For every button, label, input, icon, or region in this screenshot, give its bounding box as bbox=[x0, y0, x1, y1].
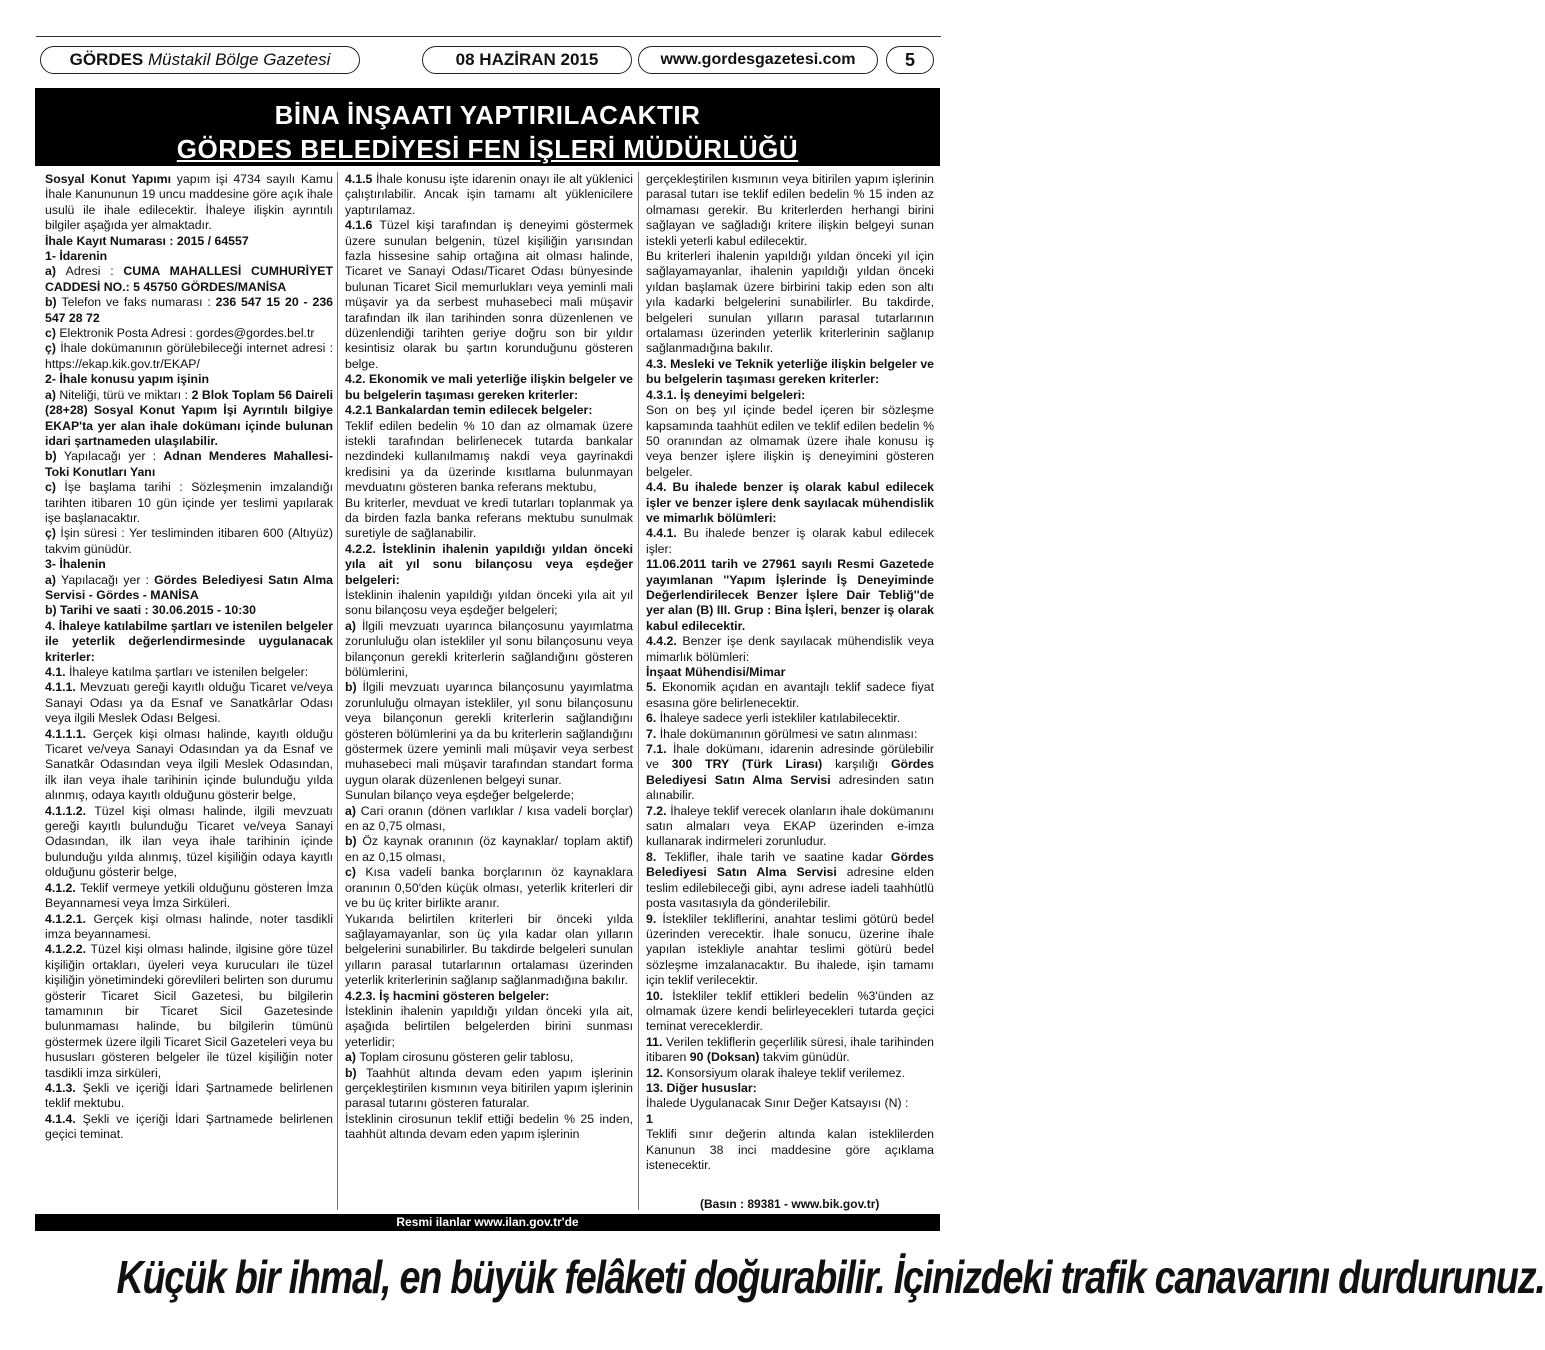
bold-text: 4. İhaleye katılabilme şartları ve istenilen belgeler ile yeterlik değerlendirmesinde uygulanacak kriterler: bbox=[45, 618, 333, 664]
body-text: İhaleye teklif verecek olanların ihale dokümanını satın almaları veya EKAP üzerinden e-imza kullanarak indirmeleri zorunludur. bbox=[646, 803, 934, 849]
bold-text: CUMA MAHALLESİ CUMHURİYET CADDESİ NO.: 5 45750 GÖRDES/MANİSA bbox=[45, 264, 333, 294]
paragraph bbox=[45, 1081, 333, 1112]
bold-text: 4.4.2. bbox=[646, 634, 683, 649]
paragraph bbox=[646, 1081, 934, 1096]
bold-text: 4.1. bbox=[45, 665, 69, 679]
paragraph bbox=[345, 804, 633, 835]
bold-text: 1 bbox=[646, 1111, 653, 1126]
issue-date: 08 HAZİRAN 2015 bbox=[422, 46, 632, 74]
paper-name: GÖRDES bbox=[69, 50, 144, 69]
paragraph bbox=[45, 912, 333, 943]
body-text: Konsorsiyum olarak ihaleye teklif verilemez. bbox=[666, 1065, 906, 1080]
bold-text: 6. bbox=[646, 711, 660, 726]
body-text: İsteklinin cirosunun teklif ettiği bedelin % 25 inden, taahhüt altında devam eden yapım işlerinin bbox=[345, 1111, 633, 1142]
paragraph bbox=[345, 1050, 633, 1065]
bold-text: c) bbox=[45, 326, 60, 341]
paragraph bbox=[646, 172, 934, 249]
bold-text: 5. bbox=[646, 680, 662, 695]
bold-text: 2- İhale konusu yapım işinin bbox=[45, 372, 209, 387]
body-text: Kısa vadeli banka borçlarının öz kaynaklara oranının 0,50'den küçük olması, yeterlik kriterleri dir ve bu üç kriter birlikte aranır. bbox=[345, 865, 633, 911]
paragraph bbox=[45, 1112, 333, 1143]
text-column-3 bbox=[646, 172, 934, 1173]
paragraph bbox=[45, 326, 333, 341]
body-text: İlgili mevzuatı uyarınca bilançosunu yayımlatma zorunluluğu olan istekliler yıl sonu bilançosunu veya bilançonun gerekli kriterlerin sağlandığını gösteren bölümlerini, bbox=[345, 618, 633, 679]
bold-text: a) bbox=[45, 387, 60, 402]
body-text: gerçekleştirilen kısmının veya bitirilen yapım işlerinin parasal tutarı ise teklif edilen bedelin % 15 inden az olmaması gerekir. Bu kriterlerden herhangi birini sağlayan ve sağladığı kritere ilişkin belgeyi sunan istekli yeterli kabul edilecektir. bbox=[646, 172, 934, 248]
body-text: İstekliler teklif ettikleri bedelin %3'ünden az olmamak üzere kendi belirleyecekleri tutarda geçici teminat vereceklerdir. bbox=[646, 988, 934, 1034]
paragraph bbox=[45, 372, 333, 387]
paper-subtitle: Müstakil Bölge Gazetesi bbox=[148, 50, 331, 69]
paragraph bbox=[45, 295, 333, 326]
paragraph bbox=[646, 1066, 934, 1081]
paragraph bbox=[646, 804, 934, 850]
text-column-1 bbox=[45, 172, 333, 1143]
body-text: İhaleye katılma şartları ve istenilen belgeler: bbox=[68, 665, 309, 679]
body-text: İhaleye sadece yerli istekliler katılabilecektir. bbox=[659, 711, 901, 726]
bold-text: 7. bbox=[646, 726, 660, 741]
bold-text: 4.1.6 bbox=[345, 218, 380, 233]
column-divider bbox=[337, 172, 338, 1210]
bold-text: b) bbox=[345, 680, 363, 695]
body-text: Cari oranın (dönen varlıklar / kısa vadeli borçlar) en az 0,75 olması, bbox=[345, 803, 633, 834]
body-text: Ekonomik açıdan en avantajlı teklif sadece fiyat esasına göre belirlenecektir. bbox=[646, 680, 934, 710]
website-link[interactable]: www.gordesgazetesi.com bbox=[638, 46, 878, 74]
paragraph bbox=[45, 449, 333, 480]
body-text: karşılığı bbox=[822, 757, 891, 772]
bold-text: 236 547 15 20 - 236 547 28 72 bbox=[45, 295, 333, 325]
body-text: İsteklinin ihalenin yapıldığı yıldan önceki yıla ait yıl sonu bilançosu veya eşdeğer belgeleri; bbox=[345, 587, 633, 618]
paragraph bbox=[45, 573, 333, 604]
body-text: Son on beş yıl içinde bedel içeren bir sözleşme kapsamında taahhüt edilen ve teklif edilen bedelin % 50 oranından az olmamak üzere ihale konusu iş veya benzer işlere ilişkin iş deneyimini gösteren belgeler. bbox=[646, 403, 934, 479]
body-text: Sunulan bilanço veya eşdeğer belgelerde; bbox=[345, 788, 575, 803]
bold-text: Adnan Menderes Mahallesi-Toki Konutları Yanı bbox=[45, 449, 333, 479]
bold-text: 4.1.1.2. bbox=[45, 803, 95, 818]
paragraph bbox=[45, 557, 333, 572]
paragraph bbox=[646, 526, 934, 557]
page-number: 5 bbox=[886, 46, 934, 74]
bold-text: b) bbox=[345, 1065, 366, 1080]
paragraph bbox=[45, 665, 333, 680]
body-text: İhale dokümanının görülmesi ve satın alınması: bbox=[659, 726, 918, 741]
paragraph bbox=[45, 172, 333, 234]
bold-text: 4.4. Bu ihalede benzer iş olarak kabul edilecek işler ve benzer işlere denk sayılacak mühendislik ve mimarlık bölümleri: bbox=[646, 480, 934, 525]
body-text: İhale konusu işte idarenin onayı ile alt yüklenici çalıştırılabilir. Ancak işin tamamı alt yüklenicilere yaptırılamaz. bbox=[345, 172, 633, 217]
announcement-subtitle: GÖRDES BELEDİYESİ FEN İŞLERİ MÜDÜRLÜĞÜ bbox=[176, 134, 799, 164]
paragraph bbox=[345, 1004, 633, 1050]
bold-text: 4.1.4. bbox=[45, 1111, 83, 1126]
body-text: adresine elden teslim edilebileceği gibi, aynı adrese iadeli taahhütlü posta vasıtasıyla da gönderilebilir. bbox=[646, 865, 934, 911]
bold-text: 3- İhalenin bbox=[45, 557, 106, 572]
body-text: Yukarıda belirtilen kriterleri bir önceki yılda sağlayamayanlar, son üç yıla kadar olan yılların belgelerini sunabilirler. Bu takdirde belgeleri sunulan yılların parasal tutarlarının ortalaması üzerinden yeterlik kriterlerinin sağlanıp sağlanmadığına bakılır. bbox=[345, 911, 633, 988]
paragraph bbox=[45, 619, 333, 665]
body-text: Bu kriterleri ihalenin yapıldığı yıldan önceki yıl için sağlayamayanlar, ihalenin yapıldığı yıldan önceki yıldan başlamak üzere birbirini takip eden son altı yıla kadarki belgelerini sunabilirler. Bu takdirde, belgeleri sunulan yılların parasal tutarlarının ortalaması üzerinden yeterlik kriterlerinin sağlanıp sağlanmadığına bakılır. bbox=[646, 249, 934, 356]
paragraph bbox=[45, 264, 333, 295]
paragraph bbox=[646, 1127, 934, 1173]
paragraph bbox=[45, 727, 333, 804]
bold-text: ç) bbox=[45, 526, 61, 541]
paragraph bbox=[45, 680, 333, 726]
bold-text: b) bbox=[45, 449, 64, 464]
bold-text: 4.1.2. bbox=[45, 880, 81, 895]
body-text: Teklifler, ihale tarih ve saatine kadar bbox=[664, 849, 891, 864]
bold-text: 4.1.2.1. bbox=[45, 911, 94, 926]
bold-text: 4.1.1. bbox=[45, 680, 80, 695]
paragraph bbox=[45, 603, 333, 618]
paragraph bbox=[345, 542, 633, 588]
bold-text: a) bbox=[345, 618, 362, 633]
paragraph bbox=[45, 388, 333, 450]
paragraph bbox=[345, 172, 633, 218]
paragraph bbox=[345, 403, 633, 418]
paragraph bbox=[646, 357, 934, 388]
paragraph bbox=[345, 588, 633, 619]
bold-text: Sosyal Konut Yapımı bbox=[45, 172, 172, 186]
body-text: İlgili mevzuatı uyarınca bilançosunu yayımlatma zorunluluğu olmayan istekliler, yıl sonu bilançosunu veya bilançonun gerekli kriterlerin sağlandığını gösteren bölümlerini ya da bu kriterlerin sağlandığını göstermek üzere yeminli mali müşavir veya serbest muhasebeci mali müşavir tarafından standart forma uygun olarak düzenlenen belgeyi sunar. bbox=[345, 680, 633, 787]
body-text: Teklif edilen bedelin % 10 dan az olmamak üzere istekli tarafından belirlenecek tutarda bankalar nezdindeki kullanılmamış nakdi veya gayrinakdi kredisini ya da üzerinde kısıtlama bulunmayan mevduatını gösteren banka referans mektubu, bbox=[345, 418, 633, 495]
bold-text: c) bbox=[45, 480, 65, 495]
body-text: yapım işi 4734 sayılı Kamu İhale Kanununun 19 uncu maddesine göre açık ihale usulü ile ihale edilecektir. İhaleye ilişkin ayrıntılı bilgiler aşağıda yer almaktadır. bbox=[45, 172, 333, 233]
traffic-slogan: Küçük bir ihmal, en büyük felâketi doğurabilir. İçinizdeki trafik canavarını durdurunuz. bbox=[116, 1251, 1545, 1303]
paragraph bbox=[345, 619, 633, 681]
text-column-2 bbox=[345, 172, 633, 1143]
paragraph bbox=[345, 912, 633, 989]
bold-text: 4.2.3. İş hacmini gösteren belgeler: bbox=[345, 988, 550, 1003]
paragraph bbox=[45, 249, 333, 264]
body-text: İsteklinin ihalenin yapıldığı yıldan önceki yıla ait, aşağıda belirtilen belgelerden birini sunması yeterlidir; bbox=[345, 1003, 633, 1049]
body-text: İstekliler tekliflerini, anahtar teslimi götürü bedel üzerinden verecektir. İhale sonucu, üzerine ihale yapılan istekliyle anahtar teslimi götürü bedel sözleşme imzalanacaktır. Bu ihalede, işin tamamı için teklif verilecektir. bbox=[646, 911, 934, 988]
paragraph bbox=[646, 727, 934, 742]
body-text: Toplam cirosunu gösteren gelir tablosu, bbox=[359, 1050, 574, 1065]
body-text: Şekli ve içeriği İdari Şartnamede belirlenen teklif mektubu. bbox=[45, 1080, 333, 1111]
body-text: Teklif vermeye yetkili olduğunu gösteren İmza Beyannamesi veya İmza Sirküleri. bbox=[45, 880, 333, 911]
body-text: Taahhüt altında devam eden yapım işlerinin gerçekleştirilen kısmının veya bitirilen yapım işlerinin parasal tutarını gösteren faturalar. bbox=[345, 1065, 633, 1111]
bold-text: b) Tarihi ve saati : 30.06.2015 - 10:30 bbox=[45, 603, 256, 618]
bold-text: 4.3.1. İş deneyimi belgeleri: bbox=[646, 387, 806, 402]
bold-text: Gördes Belediyesi Satın Alma Servisi bbox=[646, 757, 934, 787]
body-text: Mevzuatı gereği kayıtlı olduğu Ticaret ve/veya Sanayi Odası ya da Esnaf ve Sanatkârlar Odası veya ilgili Meslek Odası Belgesi. bbox=[45, 680, 333, 726]
body-text: Teklifi sınır değerin altında kalan isteklilerden Kanunun 38 inci maddesine göre açıklama istenecektir. bbox=[646, 1127, 934, 1172]
paragraph bbox=[646, 1112, 934, 1127]
bold-text: 4.2.1 Bankalardan temin edilecek belgeler: bbox=[345, 403, 593, 418]
bold-text: 9. bbox=[646, 911, 663, 926]
paragraph bbox=[45, 526, 333, 557]
body-text: İhale dokümanının görülebileceği internet adresi : https://ekap.kik.gov.tr/EKAP/ bbox=[45, 341, 333, 371]
paragraph bbox=[646, 1096, 934, 1111]
press-note: (Basın : 89381 - www.bik.gov.tr) bbox=[700, 1197, 880, 1211]
bold-text: Gördes Belediyesi Satın Alma Servisi bbox=[646, 849, 934, 880]
body-text: Niteliği, türü ve miktarı : bbox=[59, 387, 192, 402]
body-text: Adresi : bbox=[65, 264, 124, 279]
paragraph bbox=[646, 403, 934, 480]
paragraph bbox=[345, 419, 633, 496]
paragraph bbox=[345, 218, 633, 372]
bold-text: 7.2. bbox=[646, 803, 671, 818]
paragraph bbox=[345, 834, 633, 865]
paragraph bbox=[345, 1112, 633, 1143]
bold-text: 7.1. bbox=[646, 742, 673, 757]
bold-text: 4.1.3. bbox=[45, 1080, 83, 1095]
bold-text: ç) bbox=[45, 341, 61, 356]
bold-text: Gördes Belediyesi Satın Alma Servisi - Gördes - MANİSA bbox=[45, 572, 333, 602]
footer-bar: Resmi ilanlar www.ilan.gov.tr'de bbox=[35, 1214, 940, 1231]
body-text: Yapılacağı yer : bbox=[63, 449, 164, 464]
bold-text: 11.06.2011 tarih ve 27961 sayılı Resmi Gazetede yayımlanan ''Yapım İşlerinde İş Deneyiminde Değerlendirilecek Benzer İşlere Dair Tebliğ''de yer alan (B) III. Grup : Bina İşleri, benzer iş olarak kabul edilecektir. bbox=[646, 557, 934, 633]
paragraph bbox=[45, 804, 333, 881]
paragraph bbox=[646, 249, 934, 357]
bold-text: 4.1.5 bbox=[345, 172, 376, 186]
bold-text: 2 Blok Toplam 56 Daireli (28+28) Sosyal Konut Yapım İşi Ayrıntılı bilgiye EKAP'ta yer alan ihale dokümanı içinde bulunan idari şartnameden ulaşılabilir. bbox=[45, 387, 334, 448]
body-text: Bu kriterler, mevduat ve kredi tutarları toplanmak ya da birden fazla banka referans mektubu sunulmak suretiyle de sağlanabilir. bbox=[345, 495, 633, 541]
announcement-banner bbox=[35, 88, 940, 166]
bold-text: a) bbox=[45, 572, 62, 587]
body-text: adresinden satın alınabilir. bbox=[646, 772, 934, 803]
bold-text: 4.2. Ekonomik ve mali yeterliğe ilişkin belgeler ve bu belgelerin taşıması gereken kriterler: bbox=[345, 372, 633, 402]
paragraph bbox=[646, 1035, 934, 1066]
body-text: Verilen tekliflerin geçerlilik süresi, ihale tarihinden itibaren bbox=[646, 1034, 934, 1065]
paragraph bbox=[345, 989, 633, 1004]
bold-text: c) bbox=[345, 865, 366, 880]
bold-text: a) bbox=[45, 264, 66, 279]
bold-text: 300 TRY (Türk Lirası) bbox=[671, 757, 823, 772]
body-text: Bu ihalede benzer iş olarak kabul edilecek işler: bbox=[646, 526, 935, 556]
paragraph bbox=[345, 680, 633, 788]
paragraph bbox=[345, 1066, 633, 1112]
bold-text: 90 (Doksan) bbox=[689, 1050, 760, 1065]
body-text: Tüzel kişi olması halinde, ilgisine göre tüzel kişiliğin ortakları, üyeleri veya kurucuları ile tüzel kişiliğin yönetimindeki görevlileri belirten son durumu gösterir Ticaret Sicil Gazetesi, bu bilgilerin tamamının bir Ticaret Sicil Gazetesinde bulunmaması halinde, bu bilgilerin tümünü göstermek üzere ilgili Ticaret Sicil Gazeteleri veya bu hususları gösteren belgeler ile tüzel kişiliğin noter tasdikli imza sirküleri, bbox=[45, 942, 333, 1080]
paragraph bbox=[646, 742, 934, 804]
bold-text: 13. Diğer hususlar: bbox=[646, 1080, 757, 1095]
paragraph bbox=[646, 989, 934, 1035]
body-text: Öz kaynak oranının (öz kaynaklar/ toplam aktif) en az 0,15 olması, bbox=[345, 834, 633, 864]
body-text: Yapılacağı yer : bbox=[61, 572, 155, 587]
paragraph bbox=[646, 557, 934, 634]
bold-text: a) bbox=[345, 1050, 360, 1065]
bold-text: a) bbox=[345, 803, 361, 818]
body-text: Şekli ve içeriği İdari Şartnamede belirlenen geçici teminat. bbox=[45, 1111, 333, 1142]
paragraph bbox=[646, 850, 934, 912]
paragraph bbox=[345, 372, 633, 403]
body-text: Telefon ve faks numarası : bbox=[61, 295, 216, 310]
paragraph bbox=[345, 788, 633, 803]
paragraph bbox=[45, 234, 333, 249]
body-text: İhalede Uygulanacak Sınır Değer Katsayısı (N) : bbox=[646, 1096, 909, 1111]
paragraph bbox=[45, 942, 333, 1081]
bold-text: 4.1.2.2. bbox=[45, 942, 91, 957]
bold-text: İnşaat Mühendisi/Mimar bbox=[646, 665, 786, 679]
announcement-title: BİNA İNŞAATI YAPTIRILACAKTIR bbox=[274, 100, 701, 130]
bold-text: 12. bbox=[646, 1065, 667, 1080]
bold-text: 4.1.1.1. bbox=[45, 726, 93, 741]
bold-text: 4.2.2. İsteklinin ihalenin yapıldığı yıldan önceki yıla ait yıl sonu bilançosu veya eşdeğer belgeleri: bbox=[345, 541, 633, 587]
bold-text: 4.4.1. bbox=[646, 526, 684, 541]
paragraph bbox=[345, 865, 633, 911]
paragraph bbox=[646, 388, 934, 403]
paragraph bbox=[646, 912, 934, 989]
body-text: İşe başlama tarihi : Sözleşmenin imzalandığı tarihten itibaren 10 gün içinde yer teslimi yapılarak işe başlanacaktır. bbox=[45, 480, 333, 525]
paragraph bbox=[45, 881, 333, 912]
body-text: Gerçek kişi olması halinde, kayıtlı olduğu Ticaret ve/veya Sanayi Odasından ya da Esnaf ve Sanatkâr Odasından veya ilgili Meslek Odasından, ilk ilan veya ihale tarihinin içinde bulunduğu yılda alınmış, odaya kayıtlı olduğunu gösterir belge, bbox=[45, 726, 333, 803]
bold-text: 8. bbox=[646, 849, 665, 864]
body-text: Tüzel kişi tarafından iş deneyimi göstermek üzere sunulan belgenin, tüzel kişiliğin yarısından fazla hissesine sahip ortağına ait olması halinde, Ticaret ve Sanayi Odası/Ticaret Odası bünyesinde bulunan Ticaret Sicil memurlukları veya yeminli mali müşavir ya da serbest muhasebeci mali müşavir tarafından ilk ilan tarihinden sonra düzenlenen ve düzenlendiği tarihten geriye doğru son bir yıldır kesintisiz olarak bu şartın korunduğunu gösteren belge. bbox=[345, 218, 633, 371]
body-text: Gerçek kişi olması halinde, noter tasdikli imza beyannamesi. bbox=[45, 911, 333, 941]
body-text: Tüzel kişi olması halinde, ilgili mevzuatı gereği kayıtlı bulunduğu Ticaret ve/veya Sanayi Odasından, ilk ilan veya ihale tarihinin içinde bulunduğu yılda alınmış, tüzel kişiliğin odaya kayıtlı olduğunu gösterir belge, bbox=[45, 803, 333, 880]
body-text: İşin süresi : Yer tesliminden itibaren 600 (Altıyüz) takvim günüdür. bbox=[45, 526, 333, 556]
paragraph bbox=[646, 634, 934, 665]
body-text: takvim günüdür. bbox=[759, 1050, 850, 1065]
body-text: İhale dokümanı, idarenin adresinde görülebilir ve bbox=[646, 742, 934, 772]
bold-text: 10. bbox=[646, 988, 673, 1003]
column-divider bbox=[638, 172, 639, 1210]
paragraph bbox=[345, 496, 633, 542]
paragraph bbox=[646, 665, 934, 680]
body-text: Elektronik Posta Adresi : gordes@gordes.bel.tr bbox=[59, 326, 315, 341]
paragraph bbox=[646, 711, 934, 726]
bold-text: 11. bbox=[646, 1034, 666, 1049]
paragraph bbox=[646, 480, 934, 526]
bold-text: b) bbox=[45, 295, 62, 310]
body-text: Benzer işe denk sayılacak mühendislik veya mimarlık bölümleri: bbox=[646, 634, 934, 664]
paper-name-pill bbox=[40, 46, 360, 74]
paragraph bbox=[45, 341, 333, 372]
bold-text: 1- İdarenin bbox=[45, 249, 108, 264]
bold-text: b) bbox=[345, 834, 363, 849]
bold-text: 4.3. Mesleki ve Teknik yeterliğe ilişkin belgeler ve bu belgelerin taşıması gereken kriterler: bbox=[646, 356, 934, 387]
bold-text: İhale Kayıt Numarası : 2015 / 64557 bbox=[45, 233, 249, 248]
paragraph bbox=[646, 680, 934, 711]
paragraph bbox=[45, 480, 333, 526]
